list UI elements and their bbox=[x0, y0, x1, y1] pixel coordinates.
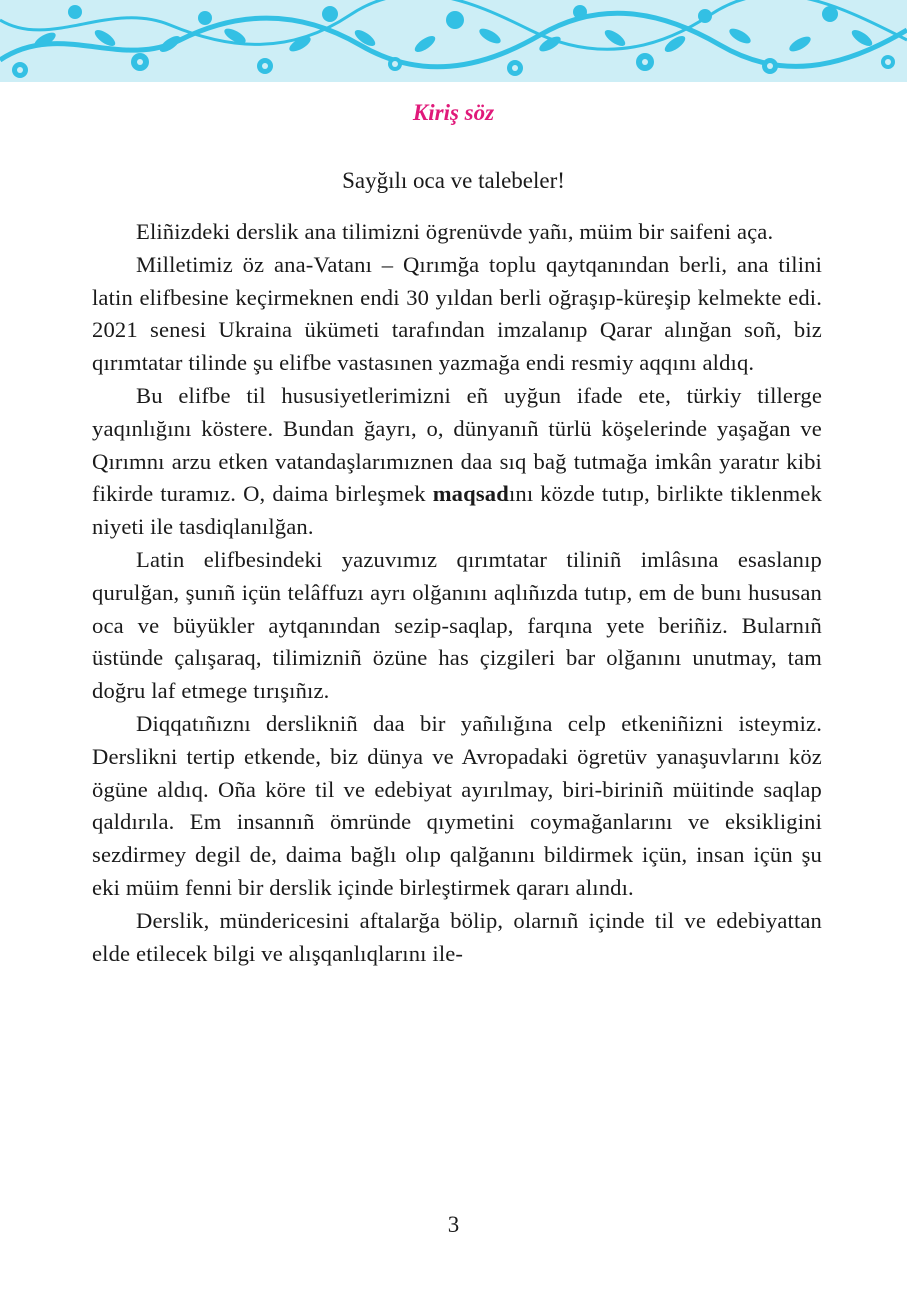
body-text bbox=[92, 216, 822, 970]
bold-keyword: maqsad bbox=[432, 481, 509, 507]
paragraph: Eliñizdeki derslik ana tilimizni ögrenüvde yañı, müim bir saifeni aça. bbox=[136, 219, 774, 244]
paragraph-text: ını közde tutıp, birlikte tiklenmek niyeti ile tasdiqlanılğan. bbox=[92, 481, 822, 540]
paragraph bbox=[92, 380, 822, 544]
page-number: 3 bbox=[447, 1212, 460, 1237]
paragraph: Latin elifbesindeki yazuvımız qırımtatar tiliniñ imlâsına esaslanıp qurulğan, şunıñ içün telâffuzı ayrı olğanını aqlıñızda tutıp, em de bunı hususan oca ve büyükler aytqanından sezip-saqlap, farqına yete beriñiz. Bularnıñ üstünde çalışaraq, tilimizniñ özüne has çizgileri bar olğanını unutmay, tam doğru laf etmege tırışıñız. bbox=[92, 546, 822, 704]
floral-ornament-banner bbox=[0, 0, 907, 82]
paragraph: Diqqatıñıznı derslikniñ daa bir yañılığına celp etkeniñizni isteymiz. Derslikni tertip etkende, biz dünya ve Avropadaki ögretüv yanaşuvlarını köz ögüne aldıq. Oña köre til ve edebiyat ayırılmay, biri-biriniñ müitinde saqlap qaldırıla. Em insannıñ ömründe qıymetini coymağanlarını ve eksikligini sezdirmey degil de, daima bağlı olıp qalğanını bildirmek içün, insan içün şu eki müim fenni bir derslik içinde birleştirmek qararı alındı. bbox=[92, 710, 822, 900]
paragraph: Milletimiz öz ana-Vatanı – Qırımğa toplu qaytqanından berli, ana tilini latin elifbesine keçirmeknen endi 30 yıldan berli oğraşıp-küreşip kelmekte edi. 2021 senesi Ukraina ükümeti tarafından imzalanıp Qarar alınğan soñ, biz qırımtatar tilinde şu elifbe vastasınen yazmağa endi resmiy aqqını aldıq. bbox=[92, 251, 822, 376]
greeting-line: Sayğılı oca ve talebeler! bbox=[342, 168, 565, 193]
paragraph-text: Bu elifbe til hususiyetlerimizni eñ uyğun ifade ete, türkiy tillerge yaqınlığını köstere. Bundan ğayrı, o, dünyanıñ türlü köşelerinde yaşağan ve Qırımnı arzu etken vatandaşlarımıznen daa sıq bağ tutmağa imkân yaratır kibi fikirde turamız. O, daima birleşmek bbox=[92, 382, 822, 507]
paragraph: Derslik, mündericesini aftalarğa bölip, olarnıñ içinde til ve edebiyattan elde etilecek bilgi ve alışqanlıqlarını ile- bbox=[92, 907, 822, 966]
section-title: Kiriş söz bbox=[412, 100, 495, 125]
floral-ornament-icon bbox=[0, 0, 907, 82]
